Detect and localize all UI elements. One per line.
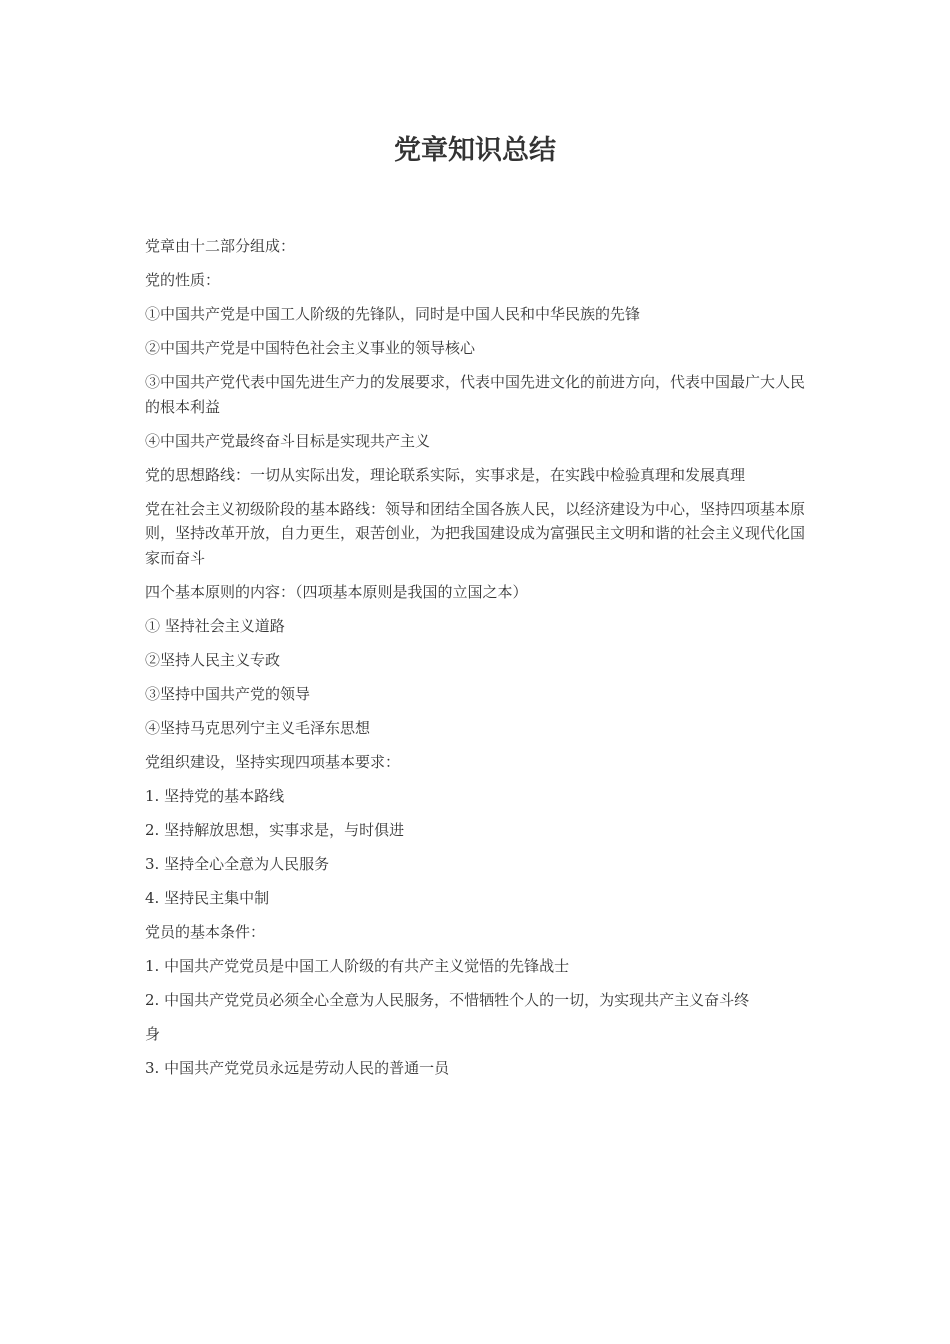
paragraph-requirement-1: 1. 坚持党的基本路线 — [145, 786, 285, 805]
paragraph-nature-3: ③中国共产党代表中国先进生产力的发展要求，代表中国先进文化的前进方向，代表中国最广大人民的根本利益 — [145, 373, 806, 416]
paragraph-basic-line: 党在社会主义初级阶段的基本路线：领导和团结全国各族人民，以经济建设为中心，坚持四项基本原则，坚持改革开放，自力更生，艰苦创业，为把我国建设成为富强民主文明和谐的社会主义现代化国家而奋斗 — [145, 499, 806, 567]
paragraph-ideological-line: 党的思想路线：一切从实际出发，理论联系实际，实事求是，在实践中检验真理和发展真理 — [145, 465, 746, 484]
paragraph-principle-4: ④坚持马克思列宁主义毛泽东思想 — [145, 718, 371, 737]
paragraph-principles-heading: 四个基本原则的内容：（四项基本原则是我国的立国之本） — [145, 582, 528, 601]
paragraph-condition-2-continued: 身 — [145, 1024, 161, 1043]
paragraph-party-nature-heading: 党的性质： — [145, 271, 221, 289]
document-body — [145, 234, 810, 1090]
paragraph-member-conditions-heading: 党员的基本条件： — [145, 922, 266, 941]
paragraph-condition-3: 3. 中国共产党党员永远是劳动人民的普通一员 — [145, 1058, 450, 1077]
paragraph-nature-2: ②中国共产党是中国特色社会主义事业的领导核心 — [145, 339, 476, 357]
paragraph-condition-2: 2. 中国共产党党员必须全心全意为人民服务，不惜牺牲个人的一切，为实现共产主义奋斗终 — [145, 990, 750, 1009]
paragraph-principle-3: ③坚持中国共产党的领导 — [145, 684, 311, 703]
paragraph-organization-heading: 党组织建设，坚持实现四项基本要求： — [145, 752, 401, 771]
paragraph-nature-1: ①中国共产党是中国工人阶级的先锋队，同时是中国人民和中华民族的先锋 — [145, 305, 641, 323]
document-title: 党章知识总结 — [394, 135, 556, 166]
paragraph-principle-2: ②坚持人民主义专政 — [145, 650, 281, 669]
paragraph-principle-1: ① 坚持社会主义道路 — [145, 616, 285, 635]
paragraph-requirement-4: 4. 坚持民主集中制 — [145, 888, 270, 907]
paragraph-condition-1: 1. 中国共产党党员是中国工人阶级的有共产主义觉悟的先锋战士 — [145, 956, 570, 975]
paragraph-composition: 党章由十二部分组成： — [145, 237, 296, 255]
paragraph-requirement-3: 3. 坚持全心全意为人民服务 — [145, 854, 330, 873]
paragraph-requirement-2: 2. 坚持解放思想，实事求是，与时俱进 — [145, 820, 405, 839]
paragraph-nature-4: ④中国共产党最终奋斗目标是实现共产主义 — [145, 431, 431, 450]
